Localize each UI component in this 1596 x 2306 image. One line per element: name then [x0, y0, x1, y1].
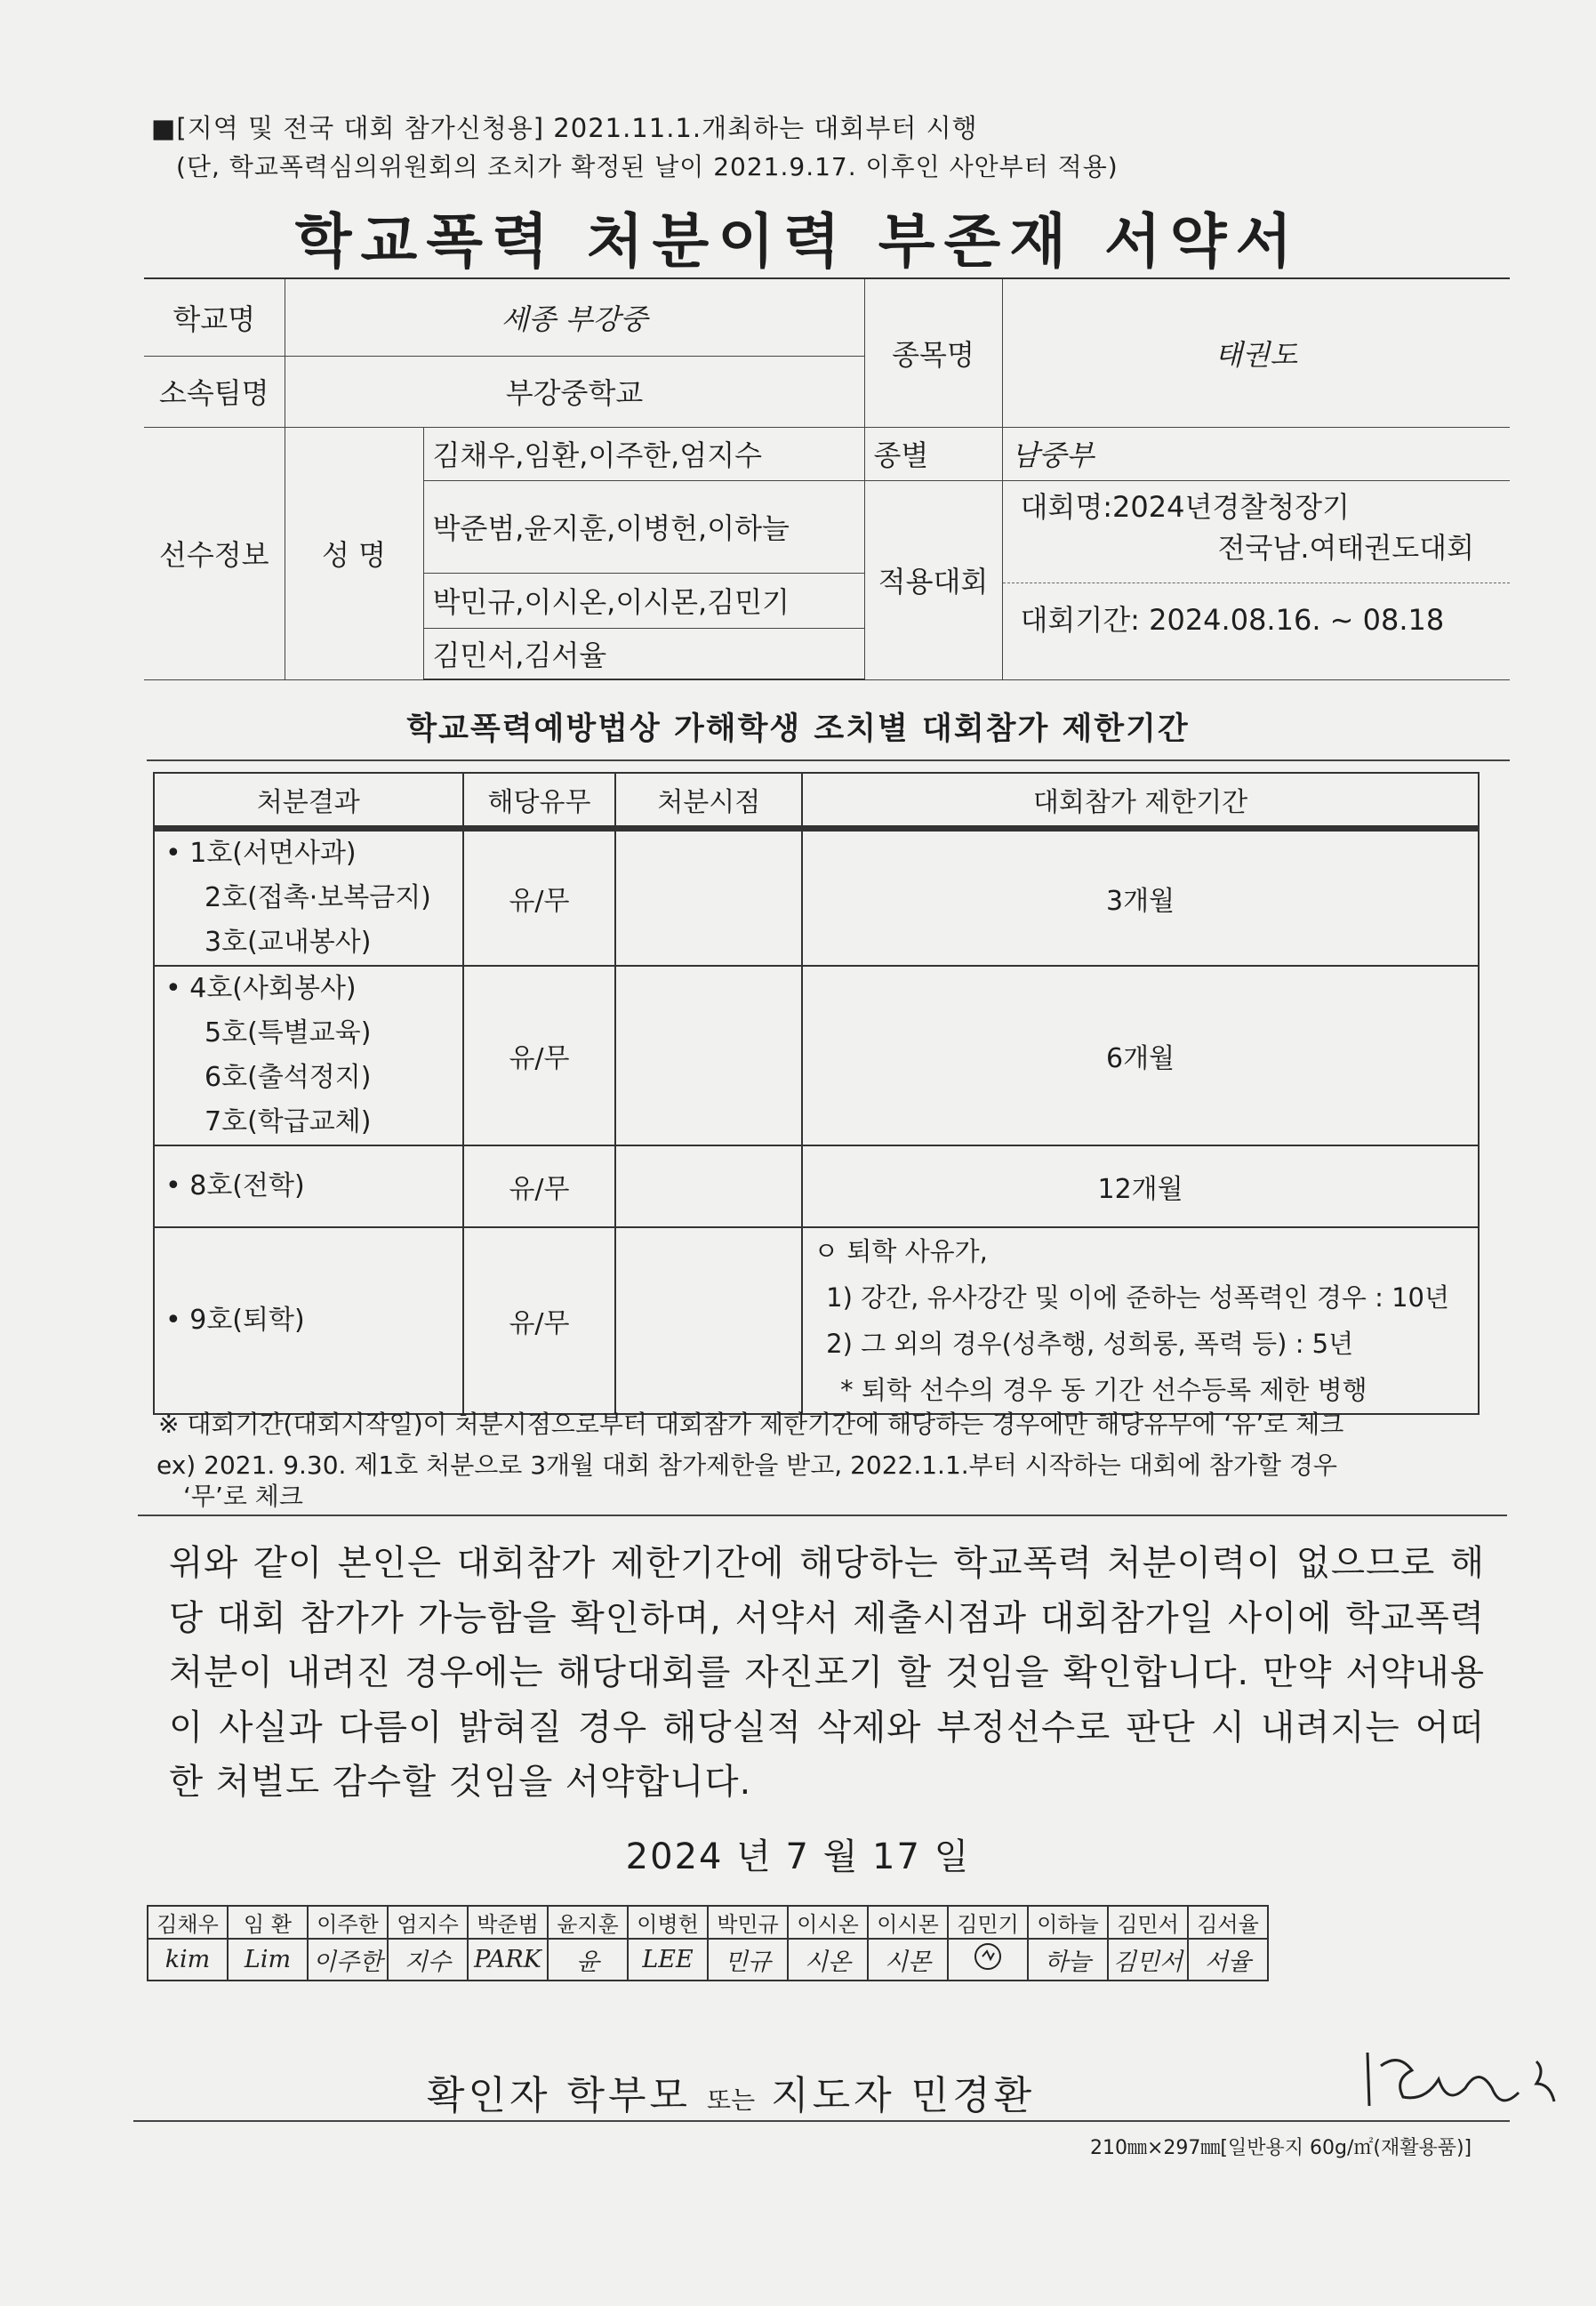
table-row: [154, 1145, 1479, 1227]
signature: 지수: [388, 1939, 468, 1981]
signature-table: [147, 1905, 1269, 1981]
signature: Lim: [228, 1939, 308, 1981]
sanction-item: • 1호(서면사과): [165, 838, 357, 869]
player-names-4: 김민서,김서율: [423, 628, 864, 679]
confirmer-or: 또는: [707, 2085, 756, 2115]
pledge-date: 2024 년 7 월 17 일: [625, 1836, 971, 1877]
yn-cell: 유/무: [463, 1145, 616, 1227]
document-title: 학교폭력 처분이력 부존재 서약서: [294, 207, 1302, 276]
limit-cell: 3개월: [802, 829, 1479, 967]
col-header-result: 처분결과: [154, 773, 463, 829]
time-cell: [615, 1227, 802, 1414]
pledge-body: 위와 같이 본인은 대회참가 제한기간에 해당하는 학교폭력 처분이력이 없으므로 해당 대회 참가가 가능함을 확인하며, 서약서 제출시점과 대회참가일 사이에 학교폭력 처분이 내려진 경우에는 해당대회를 자진포기 할 것임을 확인합니다. 만약 서약내용이 사실과 다름이 밝혀질 경우 해당실적 삭제와 부정선수로 판단 시 내려지는 어떠한 처벌도 감수할 것임을 서약합니다.: [169, 1543, 1485, 1803]
subtitle-underline: [147, 759, 1510, 761]
event-label: 적용대회: [864, 480, 1002, 679]
signer-name: 이병헌: [628, 1906, 708, 1939]
sanction-items: [154, 1145, 463, 1227]
event-name-2: 전국남.여태권도대회: [1217, 530, 1474, 565]
signature: 하늘: [1028, 1939, 1108, 1981]
signer-name: 이시온: [788, 1906, 868, 1939]
signature: 민규: [708, 1939, 788, 1981]
signer-name: 박민규: [708, 1906, 788, 1939]
col-header-limit: 대회참가 제한기간: [802, 773, 1479, 829]
signer-name: 이시몬: [868, 1906, 948, 1939]
signature: [948, 1939, 1028, 1981]
time-cell: [615, 829, 802, 967]
event-name-1: 대회명:2024년경찰청장기: [1020, 489, 1350, 524]
event-period: 대회기간: 2024.08.16. ~ 08.18: [1003, 583, 1511, 640]
header-line-1: ■[지역 및 전국 대회 참가신청용] 2021.11.1.개최하는 대회부터 시행: [151, 113, 978, 143]
signer-name: 김민서: [1108, 1906, 1188, 1939]
yn-cell: 유/무: [463, 966, 616, 1145]
footer-line: [133, 2120, 1510, 2122]
player-names-2: 박준범,윤지훈,이병헌,이하늘: [423, 480, 864, 573]
sanction-item: 3호(교내봉사): [205, 927, 372, 958]
info-table: [144, 277, 1510, 680]
signer-name: 김서율: [1188, 1906, 1268, 1939]
limit-cell: 12개월: [802, 1145, 1479, 1227]
confirmer-label: 확인자 학부모: [427, 2073, 692, 2118]
signature: LEE: [628, 1939, 708, 1981]
sanction-item: 5호(특별교육): [205, 1017, 372, 1049]
confirmer-name: 지도자 민경환: [771, 2073, 1036, 2118]
signer-name: 임 환: [228, 1906, 308, 1939]
table-row: [154, 1227, 1479, 1414]
sanction-table: [153, 772, 1480, 1415]
division-value: 남중부: [1002, 427, 1510, 480]
sanction-items: [154, 829, 463, 967]
yn-cell: 유/무: [463, 1227, 616, 1414]
signature: 시몬: [868, 1939, 948, 1981]
signer-name: 엄지수: [388, 1906, 468, 1939]
note-2: ex) 2021. 9.30. 제1호 처분으로 3개월 대회 참가제한을 받고, 2022.1.1.부터 시작하는 대회에 참가할 경우: [156, 1450, 1337, 1480]
sport-label: 종목명: [864, 278, 1002, 427]
expulsion-note: 2) 그 외의 경우(성추행, 성희롱, 폭력 등) : 5년: [826, 1329, 1354, 1359]
notes-divider: [138, 1515, 1507, 1516]
signer-name: 박준범: [468, 1906, 548, 1939]
team-value: 부강중학교: [285, 356, 864, 427]
signature: kim: [148, 1939, 228, 1981]
col-header-time: 처분시점: [615, 773, 802, 829]
expulsion-notes: [802, 1227, 1479, 1414]
signature: 이주한: [308, 1939, 388, 1981]
sanction-item: • 4호(사회봉사): [165, 973, 357, 1004]
table-row: [154, 966, 1479, 1145]
guardian-signature-icon: [1359, 2044, 1581, 2115]
sanction-items: [154, 966, 463, 1145]
col-header-yn: 해당유무: [463, 773, 616, 829]
signer-name: 김민기: [948, 1906, 1028, 1939]
signer-name: 이하늘: [1028, 1906, 1108, 1939]
event-cell: [1002, 480, 1510, 679]
time-cell: [615, 1145, 802, 1227]
signature: 서율: [1188, 1939, 1268, 1981]
note-1: ※ 대회기간(대회시작일)이 처분시점으로부터 대회참가 제한기간에 해당하는 경우에만 해당유무에 ‘유’로 체크: [158, 1410, 1344, 1439]
sanction-item: • 8호(전학): [165, 1170, 305, 1201]
signer-name: 김채우: [148, 1906, 228, 1939]
confirmer-line: [427, 2063, 1035, 2120]
table-row: [154, 829, 1479, 967]
signature: 시온: [788, 1939, 868, 1981]
signature: PARK: [468, 1939, 548, 1981]
sport-value: 태권도: [1002, 278, 1510, 427]
player-info-label: 선수정보: [144, 427, 285, 679]
expulsion-note: ㅇ 퇴학 사유가,: [814, 1236, 988, 1266]
expulsion-note: * 퇴학 선수의 경우 동 기간 선수등록 제한 병행: [840, 1375, 1367, 1405]
subtitle: 학교폭력예방법상 가해학생 조치별 대회참가 제한기간: [406, 711, 1190, 747]
sanction-item: 6호(출석정지): [205, 1062, 372, 1093]
sanction-item: 2호(접촉·보복금지): [205, 882, 431, 913]
signature: 윤: [548, 1939, 628, 1981]
sanction-item: • 9호(퇴학): [165, 1305, 305, 1336]
team-label: 소속팀명: [144, 356, 285, 427]
note-3: ‘무’로 체크: [183, 1482, 303, 1511]
school-label: 학교명: [144, 278, 285, 356]
expulsion-note: 1) 강간, 유사강간 및 이에 준하는 성폭력인 경우 : 10년: [826, 1282, 1450, 1313]
name-label: 성 명: [285, 427, 423, 679]
signer-name: 이주한: [308, 1906, 388, 1939]
limit-cell: 6개월: [802, 966, 1479, 1145]
sanction-item: 7호(학급교체): [205, 1106, 372, 1137]
paper-spec: 210㎜×297㎜[일반용지 60g/㎡(재활용품)]: [1090, 2137, 1472, 2159]
yn-cell: 유/무: [463, 829, 616, 967]
sanction-items: [154, 1227, 463, 1414]
school-value: 세종 부강중: [285, 278, 864, 356]
division-label: 종별: [864, 427, 1002, 480]
header-line-2: (단, 학교폭력심의위원회의 조치가 확정된 날이 2021.9.17. 이후인 사안부터 적용): [176, 152, 1119, 181]
signature: 김민서: [1108, 1939, 1188, 1981]
circle-signature-icon: [952, 1940, 1023, 1973]
signer-name: 윤지훈: [548, 1906, 628, 1939]
player-names-3: 박민규,이시온,이시몬,김민기: [423, 573, 864, 628]
time-cell: [615, 966, 802, 1145]
player-names-1: 김채우,임환,이주한,엄지수: [423, 427, 864, 480]
